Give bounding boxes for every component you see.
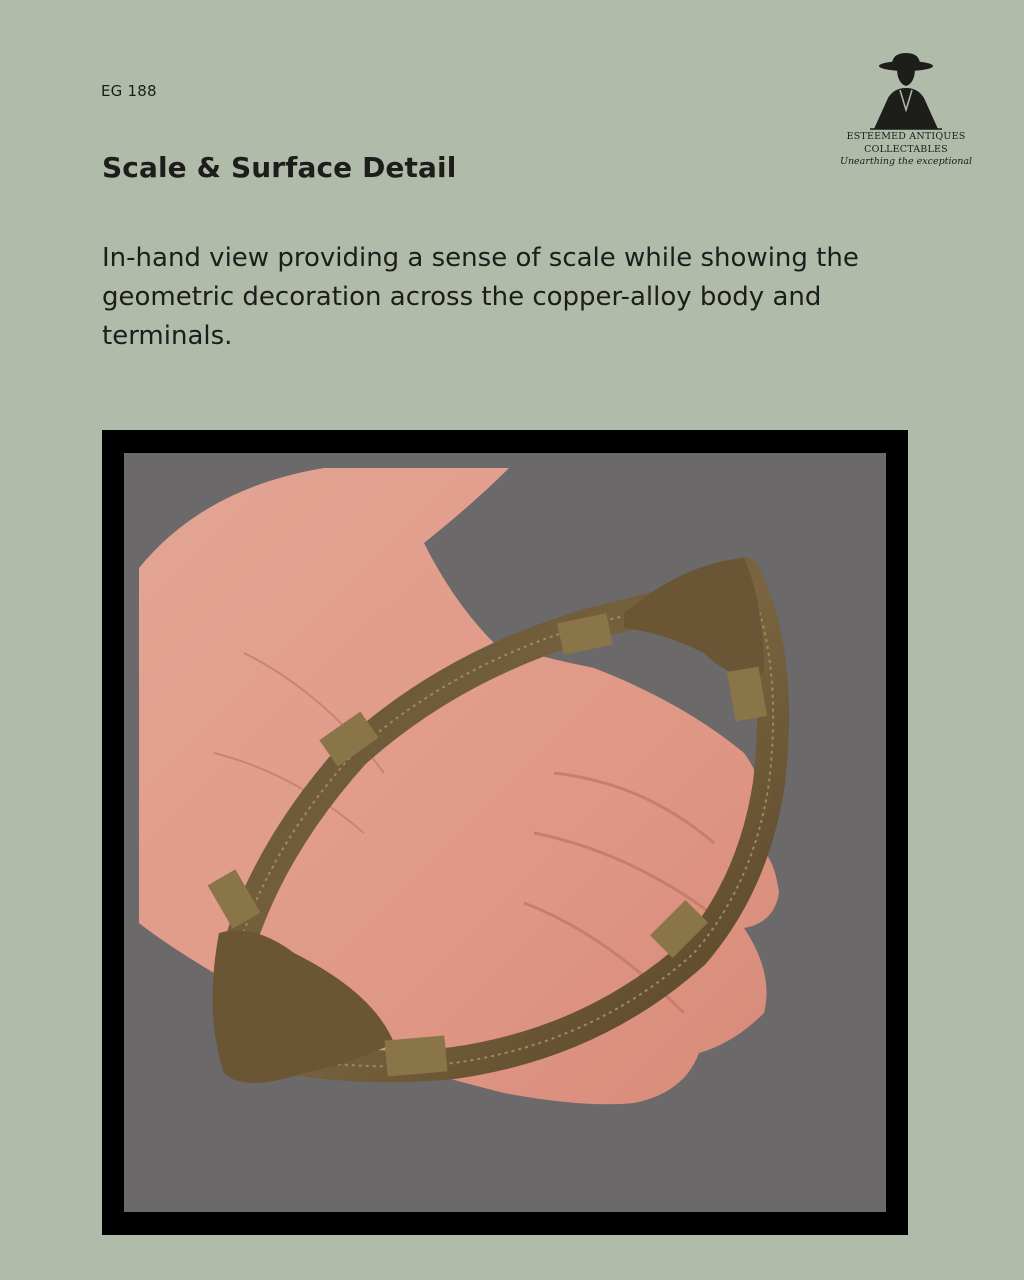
photo-frame	[102, 430, 908, 1235]
detective-icon	[870, 50, 942, 130]
logo-line-1: ESTEEMED ANTIQUES	[846, 131, 966, 142]
page-title: Scale & Surface Detail	[102, 151, 457, 184]
item-code: EG 188	[101, 82, 157, 100]
description-text: In-hand view providing a sense of scale while showing the geometric decoration across the copper-alloy body and terminals.	[102, 243, 859, 351]
logo-tagline: Unearthing the exceptional	[839, 156, 973, 167]
brand-logo	[838, 50, 974, 172]
hand-holding-bracelet-image	[124, 453, 886, 1212]
logo-line-2: COLLECTABLES	[864, 144, 948, 155]
product-photo	[124, 453, 886, 1212]
